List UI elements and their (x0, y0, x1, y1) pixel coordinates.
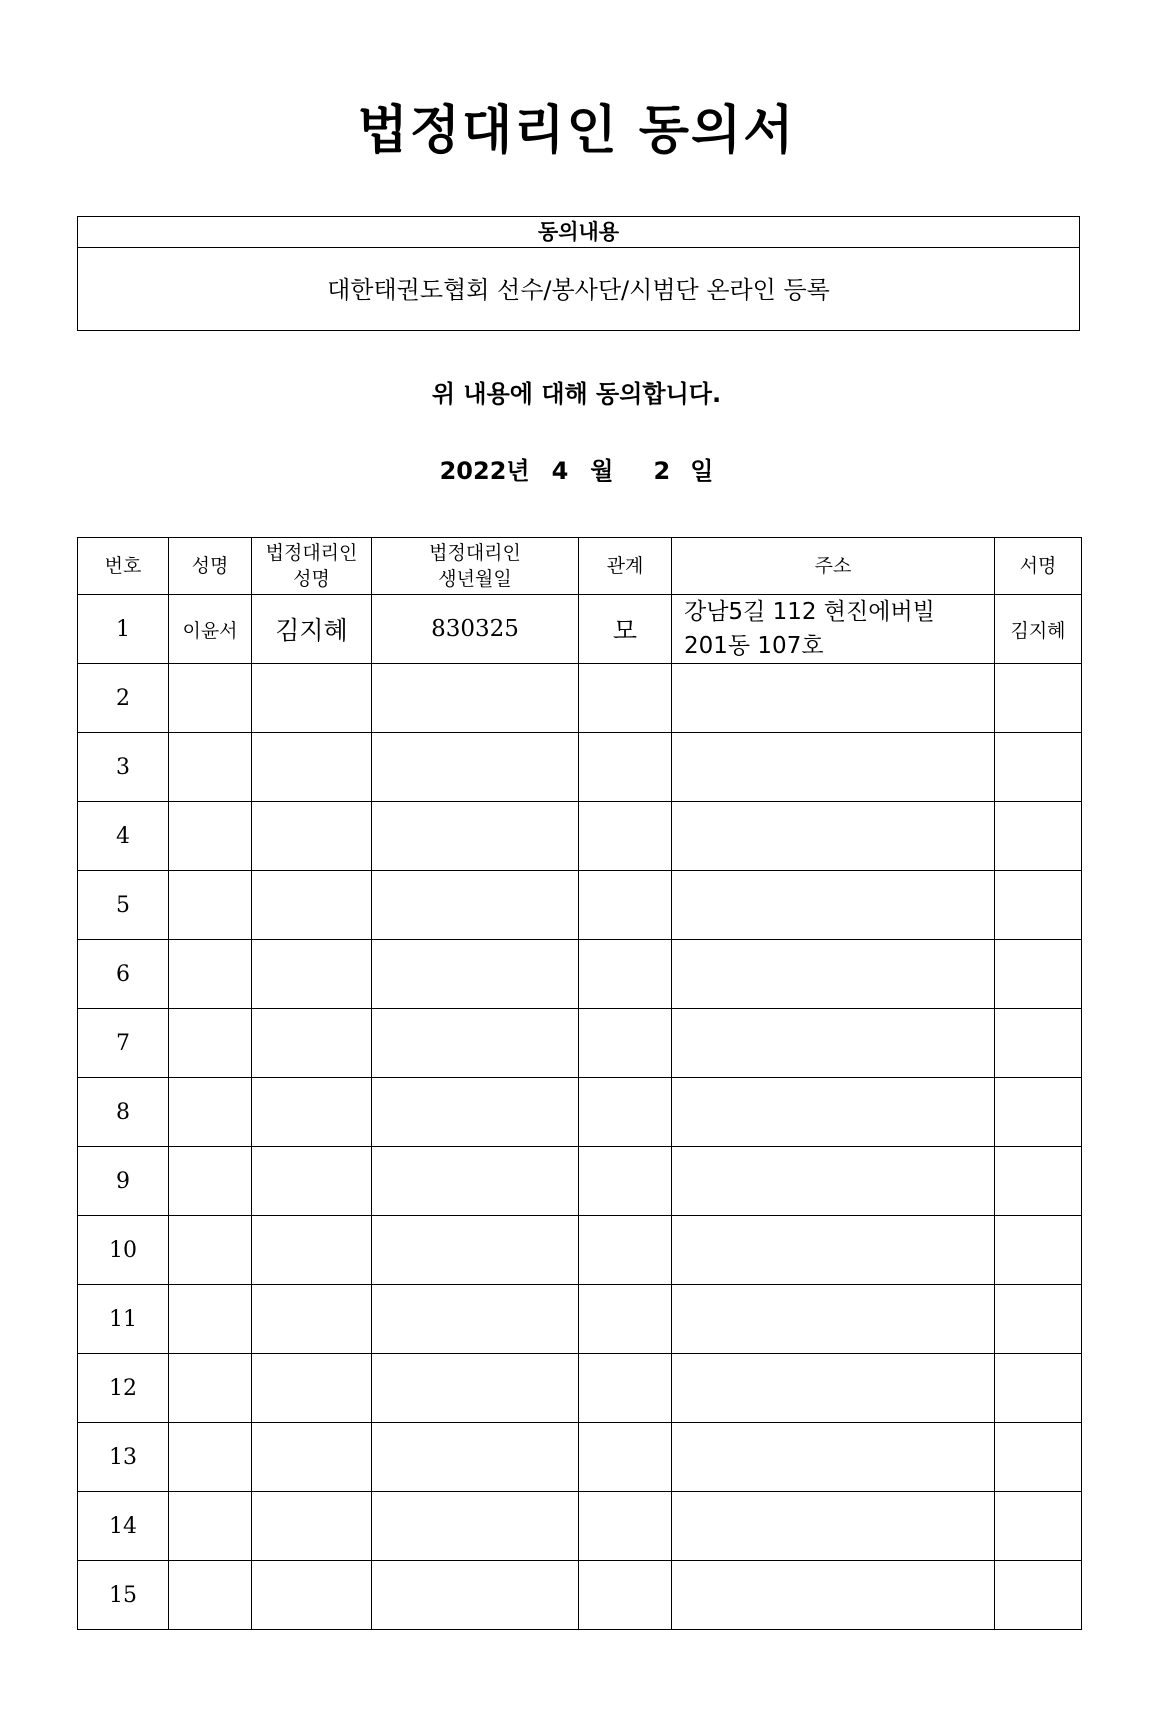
header-relation: 관계 (579, 538, 672, 595)
header-no: 번호 (78, 538, 169, 595)
cell-guardian-name (252, 802, 372, 871)
cell-no: 11 (78, 1285, 169, 1354)
cell-name (169, 1147, 252, 1216)
cell-sign: 김지혜 (995, 595, 1082, 664)
cell-address (672, 1078, 995, 1147)
cell-relation (579, 1561, 672, 1630)
cell-guardian-name (252, 1354, 372, 1423)
cell-relation (579, 1216, 672, 1285)
cell-no: 3 (78, 733, 169, 802)
table-row (78, 1423, 1082, 1492)
guardian-table (77, 537, 1082, 1630)
cell-no: 10 (78, 1216, 169, 1285)
cell-guardian-birth (372, 1078, 579, 1147)
cell-no: 1 (78, 595, 169, 664)
header-guardian-birth (372, 538, 579, 595)
cell-guardian-birth (372, 1492, 579, 1561)
header-guardian-name-line1: 법정대리인 (265, 542, 358, 564)
date-day: 2 (653, 457, 671, 485)
cell-no: 13 (78, 1423, 169, 1492)
date-year: 2022년 (439, 457, 530, 485)
cell-relation (579, 1009, 672, 1078)
cell-relation (579, 1078, 672, 1147)
cell-relation (579, 940, 672, 1009)
cell-guardian-name (252, 871, 372, 940)
cell-sign (995, 1285, 1082, 1354)
agreement-statement: 위 내용에 대해 동의합니다. (431, 380, 722, 408)
cell-sign (995, 1078, 1082, 1147)
cell-guardian-name (252, 1492, 372, 1561)
cell-relation (579, 733, 672, 802)
cell-address (672, 802, 995, 871)
cell-sign (995, 1216, 1082, 1285)
address-line-1: 강남5길 112 현진에버빌 (684, 599, 935, 625)
cell-guardian-birth (372, 664, 579, 733)
cell-guardian-birth (372, 1423, 579, 1492)
cell-no: 15 (78, 1561, 169, 1630)
cell-no: 14 (78, 1492, 169, 1561)
table-row (78, 871, 1082, 940)
cell-sign (995, 1009, 1082, 1078)
cell-no: 7 (78, 1009, 169, 1078)
cell-guardian-name (252, 940, 372, 1009)
cell-guardian-birth: 830325 (372, 595, 579, 664)
date-line (0, 451, 1153, 486)
cell-no: 12 (78, 1354, 169, 1423)
cell-address (672, 1216, 995, 1285)
header-sign: 서명 (995, 538, 1082, 595)
cell-guardian-birth (372, 733, 579, 802)
header-name: 성명 (169, 538, 252, 595)
cell-sign (995, 733, 1082, 802)
cell-guardian-name (252, 1078, 372, 1147)
cell-name (169, 802, 252, 871)
cell-name (169, 1354, 252, 1423)
table-row (78, 1354, 1082, 1423)
cell-address (672, 1492, 995, 1561)
cell-guardian-name (252, 1423, 372, 1492)
header-guardian-name-line2: 성명 (293, 568, 330, 590)
document-title: 법정대리인 동의서 (357, 101, 796, 161)
date-month-unit: 월 (590, 457, 614, 485)
cell-address (672, 1147, 995, 1216)
table-header-row (78, 538, 1082, 595)
cell-address (672, 733, 995, 802)
cell-guardian-birth (372, 940, 579, 1009)
cell-relation: 모 (579, 595, 672, 664)
cell-guardian-name (252, 1285, 372, 1354)
header-guardian-birth-line1: 법정대리인 (429, 542, 521, 564)
cell-guardian-birth (372, 1009, 579, 1078)
cell-name: 이윤서 (169, 595, 252, 664)
cell-sign (995, 1147, 1082, 1216)
cell-address (672, 1285, 995, 1354)
cell-sign (995, 1423, 1082, 1492)
cell-no: 9 (78, 1147, 169, 1216)
cell-guardian-name (252, 1561, 372, 1630)
cell-guardian-name (252, 1147, 372, 1216)
cell-name (169, 1009, 252, 1078)
header-guardian-birth-line2: 생년월일 (438, 568, 512, 590)
address-line-2: 201동 107호 (684, 633, 824, 659)
consent-content: 대한태권도협회 선수/봉사단/시범단 온라인 등록 (327, 276, 830, 304)
table-row (78, 1009, 1082, 1078)
cell-relation (579, 1147, 672, 1216)
cell-no: 2 (78, 664, 169, 733)
table-row (78, 1285, 1082, 1354)
cell-no: 5 (78, 871, 169, 940)
cell-name (169, 664, 252, 733)
cell-relation (579, 664, 672, 733)
table-row (78, 1216, 1082, 1285)
cell-relation (579, 1492, 672, 1561)
cell-relation (579, 1354, 672, 1423)
cell-sign (995, 664, 1082, 733)
cell-name (169, 1423, 252, 1492)
cell-guardian-birth (372, 1216, 579, 1285)
cell-name (169, 733, 252, 802)
cell-name (169, 1078, 252, 1147)
table-row (78, 733, 1082, 802)
table-row (78, 1561, 1082, 1630)
cell-guardian-name (252, 733, 372, 802)
cell-guardian-name (252, 1216, 372, 1285)
cell-sign (995, 871, 1082, 940)
cell-guardian-birth (372, 1354, 579, 1423)
cell-name (169, 1492, 252, 1561)
cell-address (672, 664, 995, 733)
cell-sign (995, 1492, 1082, 1561)
cell-name (169, 1285, 252, 1354)
table-row (78, 1147, 1082, 1216)
cell-relation (579, 1285, 672, 1354)
cell-guardian-birth (372, 1285, 579, 1354)
cell-address (672, 871, 995, 940)
cell-sign (995, 1354, 1082, 1423)
table-row (78, 940, 1082, 1009)
consent-header: 동의내용 (78, 217, 1079, 248)
cell-address (672, 595, 995, 664)
cell-address (672, 940, 995, 1009)
date-day-unit: 일 (690, 457, 714, 485)
cell-relation (579, 802, 672, 871)
cell-guardian-birth (372, 1561, 579, 1630)
cell-guardian-birth (372, 802, 579, 871)
cell-name (169, 1561, 252, 1630)
cell-address (672, 1009, 995, 1078)
cell-relation (579, 871, 672, 940)
cell-guardian-name: 김지혜 (252, 595, 372, 664)
consent-box (77, 216, 1080, 331)
header-guardian-name (252, 538, 372, 595)
cell-sign (995, 940, 1082, 1009)
cell-guardian-birth (372, 871, 579, 940)
cell-no: 8 (78, 1078, 169, 1147)
table-row (78, 1078, 1082, 1147)
cell-no: 6 (78, 940, 169, 1009)
cell-sign (995, 802, 1082, 871)
table-row (78, 1492, 1082, 1561)
cell-address (672, 1354, 995, 1423)
cell-no: 4 (78, 802, 169, 871)
header-address: 주소 (672, 538, 995, 595)
table-row (78, 664, 1082, 733)
cell-name (169, 1216, 252, 1285)
table-row (78, 595, 1082, 664)
cell-sign (995, 1561, 1082, 1630)
table-row (78, 802, 1082, 871)
cell-guardian-birth (372, 1147, 579, 1216)
date-month: 4 (551, 457, 569, 485)
cell-name (169, 871, 252, 940)
cell-relation (579, 1423, 672, 1492)
cell-guardian-name (252, 1009, 372, 1078)
cell-address (672, 1423, 995, 1492)
cell-name (169, 940, 252, 1009)
cell-guardian-name (252, 664, 372, 733)
cell-address (672, 1561, 995, 1630)
